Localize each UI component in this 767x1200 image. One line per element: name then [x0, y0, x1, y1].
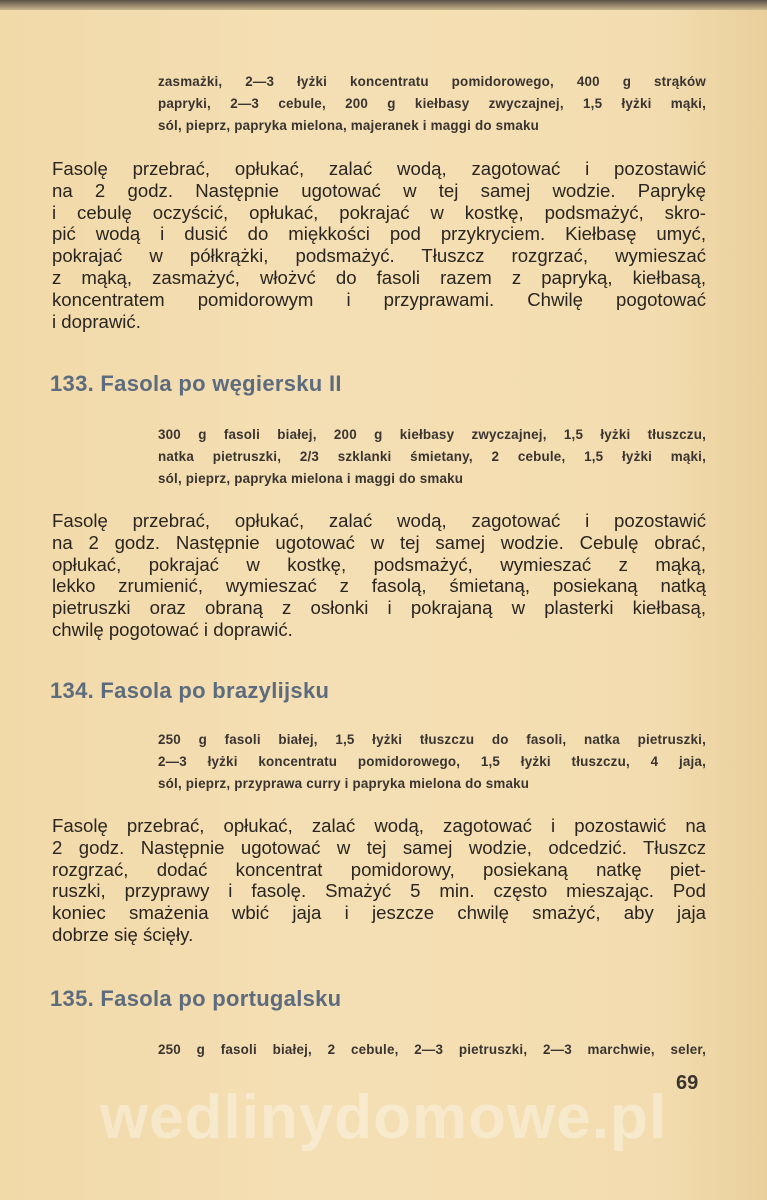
- method-line: Fasolę przebrać, opłukać, zalać wodą, zagotować i pozostawić na: [52, 815, 706, 836]
- ingredient-line: sól, pieprz, papryka mielona, majeranek i maggi do smaku: [158, 117, 540, 133]
- method-line: na 2 godz. Następnie ugotować w tej samej wodzie. Cebulę obrać,: [52, 531, 706, 553]
- ingredient-line: 2—3 łyżki koncentratu pomidorowego, 1,5 łyżki tłuszczu, 4 jaja,: [158, 753, 706, 769]
- recipe-134-ingredients: [158, 729, 706, 794]
- method-line: ruszki, przyprawy i fasolę. Smażyć 5 min. często mieszając. Pod: [52, 880, 706, 902]
- method-line: lekko zrumienić, wymieszać z fasolą, śmietaną, posiekaną natką: [52, 575, 706, 597]
- method-line: chwilę pogotować i doprawić.: [52, 618, 293, 640]
- page-top-edge: [0, 0, 767, 10]
- watermark: wedlinydomowe.pl: [99, 1083, 668, 1152]
- method-line: i doprawić.: [52, 310, 141, 332]
- recipe-133-title: 133. Fasola po węgiersku II: [50, 371, 342, 396]
- method-line: z mąką, zasmażyć, włożvć do fasoli razem z papryką, kiełbasą,: [52, 266, 706, 288]
- method-line: koniec smażenia wbić jaja i jeszcze chwilę smażyć, aby jaja: [52, 902, 706, 924]
- method-line: koncentratem pomidorowym i przyprawami. Chwilę pogotować: [52, 288, 706, 310]
- method-line: i cebulę oczyścić, opłukać, pokrajać w kostkę, podsmażyć, skro-: [52, 201, 706, 223]
- ingredient-line: sól, pieprz, papryka mielona i maggi do smaku: [158, 470, 464, 486]
- recipe-134-method: [52, 815, 706, 946]
- recipe-135-ingredients: [158, 1039, 706, 1061]
- recipe-133-method: [52, 510, 706, 641]
- ingredient-line: natka pietruszki, 2/3 szklanki śmietany, 2 cebule, 1,5 łyżki mąki,: [158, 448, 706, 464]
- method-line: pokrajać w półkrążki, podsmażyć. Tłuszcz rozgrzać, wymieszać: [52, 245, 706, 267]
- method-line: Fasolę przebrać, opłukać, zalać wodą, zagotować i pozostawić: [52, 510, 706, 531]
- method-line: pietruszki oraz obraną z osłonki i pokrajaną w plasterki kiełbasą,: [52, 597, 706, 619]
- ingredient-line: sól, pieprz, przyprawa curry i papryka mielona do smaku: [158, 775, 530, 791]
- ingredient-line: 250 g fasoli białej, 2 cebule, 2—3 pietruszki, 2—3 marchwie, seler,: [158, 1042, 706, 1057]
- recipe-135-title: 135. Fasola po portugalsku: [50, 986, 342, 1011]
- recipe-134-title: 134. Fasola po brazylijsku: [50, 678, 330, 703]
- page-number: 69: [676, 1072, 699, 1094]
- method-line: opłukać, pokrajać w kostkę, podsmażyć, wymieszać z mąką,: [52, 553, 706, 575]
- method-line: 2 godz. Następnie ugotować w tej samej wodzie, odcedzić. Tłuszcz: [52, 836, 706, 858]
- ingredient-line: 250 g fasoli białej, 1,5 łyżki tłuszczu do fasoli, natka pietruszki,: [158, 732, 706, 747]
- method-line: dobrze się ścięły.: [52, 923, 194, 945]
- recipe-133-ingredients: [158, 424, 706, 489]
- method-line: Fasolę przebrać, opłukać, zalać wodą, zagotować i pozostawić: [52, 158, 706, 179]
- ingredient-line: 300 g fasoli białej, 200 g kiełbasy zwyczajnej, 1,5 łyżki tłuszczu,: [158, 427, 706, 442]
- method-line: rozgrzać, dodać koncentrat pomidorowy, posiekaną natkę piet-: [52, 858, 706, 880]
- prev-recipe-ingredients: [158, 71, 706, 136]
- ingredient-line: papryki, 2—3 cebule, 200 g kiełbasy zwyczajnej, 1,5 łyżki mąki,: [158, 95, 706, 111]
- method-line: pić wodą i dusić do miękkości pod przykryciem. Kiełbasę umyć,: [52, 223, 706, 245]
- ingredient-line: zasmażki, 2—3 łyżki koncentratu pomidorowego, 400 g strąków: [158, 74, 706, 89]
- method-line: na 2 godz. Następnie ugotować w tej samej wodzie. Paprykę: [52, 179, 706, 201]
- prev-recipe-method: [52, 158, 706, 332]
